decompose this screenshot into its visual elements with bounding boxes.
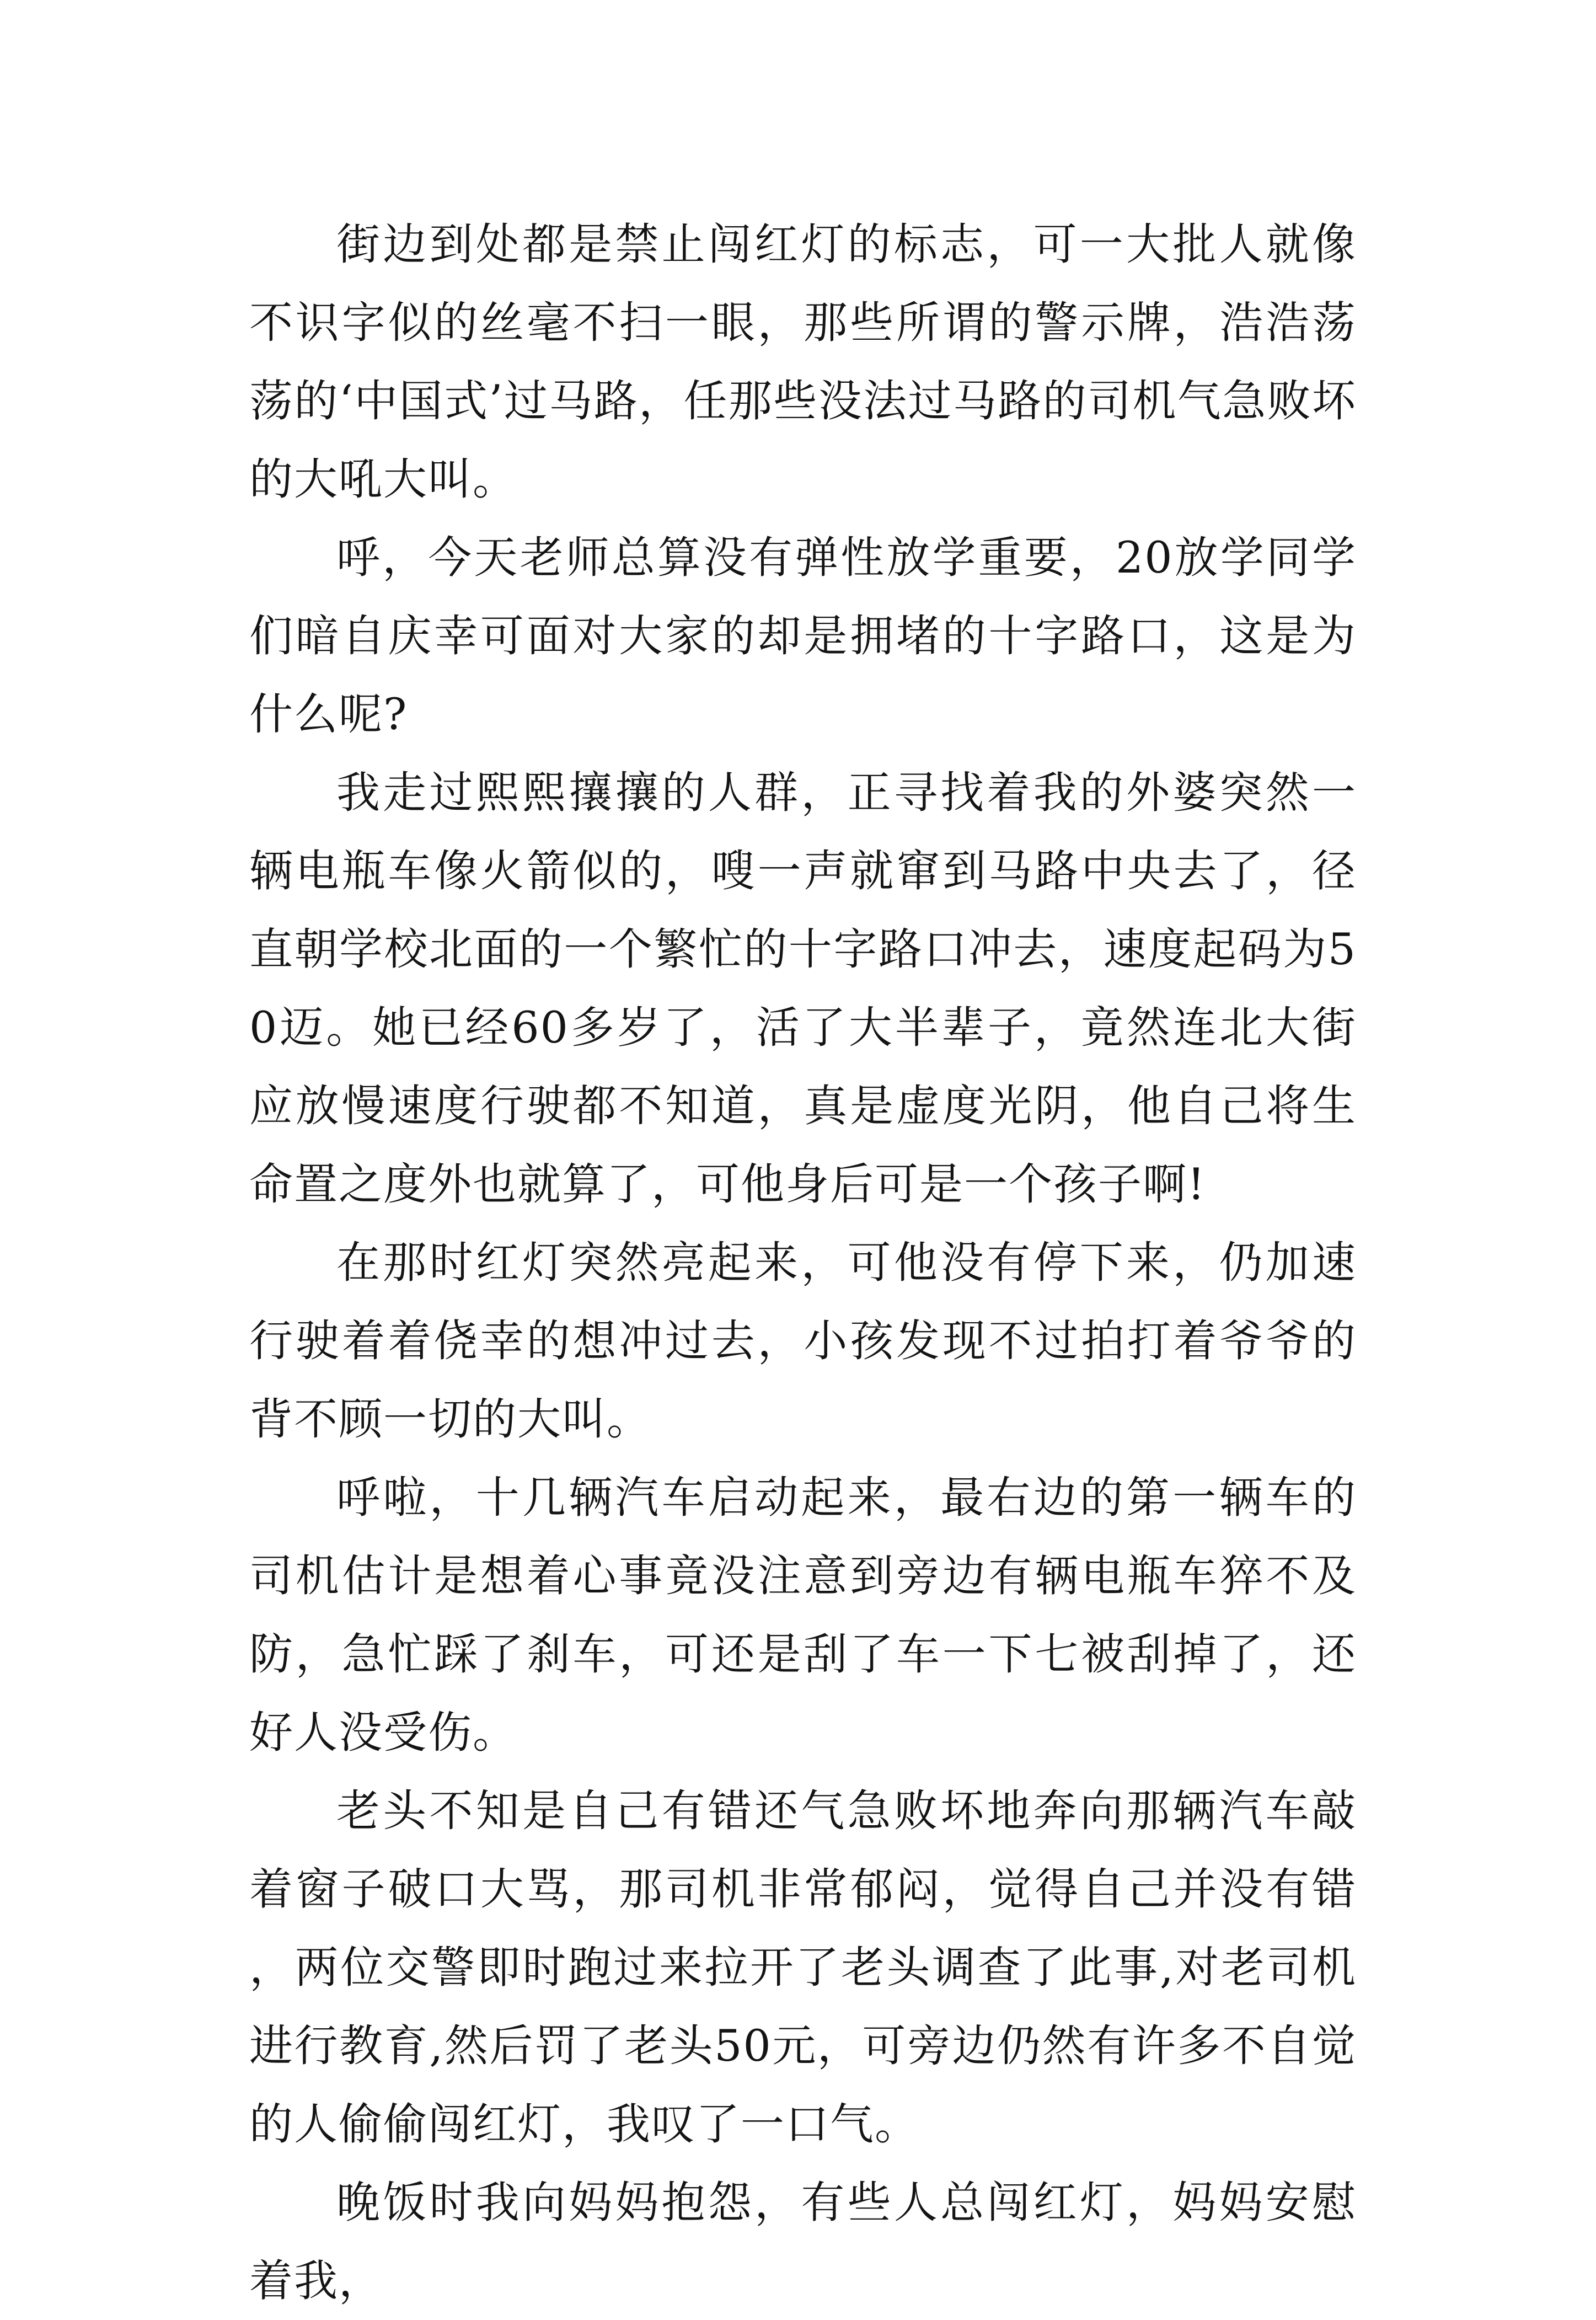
paragraph-5: 呼啦，十几辆汽车启动起来，最右边的第一辆车的司机估计是想着心事竟没注意到旁边有辆电瓶车猝不及防，急忙踩了刹车，可还是刮了车一下七被刮掉了，还好人没受伤。 xyxy=(249,1472,1357,1758)
paragraph-2: 呼，今天老师总算没有弹性放学重要，20放学同学们暗自庆幸可面对大家的却是拥堵的十字路口，这是为什么呢? xyxy=(249,532,1357,740)
document-body xyxy=(249,205,1357,2306)
paragraph-6: 老头不知是自己有错还气急败坏地奔向那辆汽车敲着窗子破口大骂，那司机非常郁闷，觉得自己并没有错，两位交警即时跑过来拉开了老头调查了此事,对老司机进行教育,然后罚了老头50元，可旁边仍然有许多不自觉的人偷偷闯红灯，我叹了一口气。 xyxy=(249,1786,1357,2150)
paragraph-7: 晚饭时我向妈妈抱怨，有些人总闯红灯，妈妈安慰着我， xyxy=(249,2177,1357,2306)
paragraph-1: 街边到处都是禁止闯红灯的标志，可一大批人就像不识字似的丝毫不扫一眼，那些所谓的警示牌，浩浩荡荡的‘中国式’过马路，任那些没法过马路的司机气急败坏的大吼大叫。 xyxy=(249,219,1357,505)
paragraph-3: 我走过熙熙攘攘的人群，正寻找着我的外婆突然一辆电瓶车像火箭似的，嗖一声就窜到马路中央去了，径直朝学校北面的一个繁忙的十字路口冲去，速度起码为50迈。她已经60多岁了，活了大半辈子，竟然连北大街应放慢速度行驶都不知道，真是虚度光阴，他自己将生命置之度外也就算了，可他身后可是一个孩子啊! xyxy=(249,767,1357,1210)
paragraph-4: 在那时红灯突然亮起来，可他没有停下来，仍加速行驶着着侥幸的想冲过去，小孩发现不过拍打着爷爷的背不顾一切的大叫。 xyxy=(249,1237,1357,1445)
